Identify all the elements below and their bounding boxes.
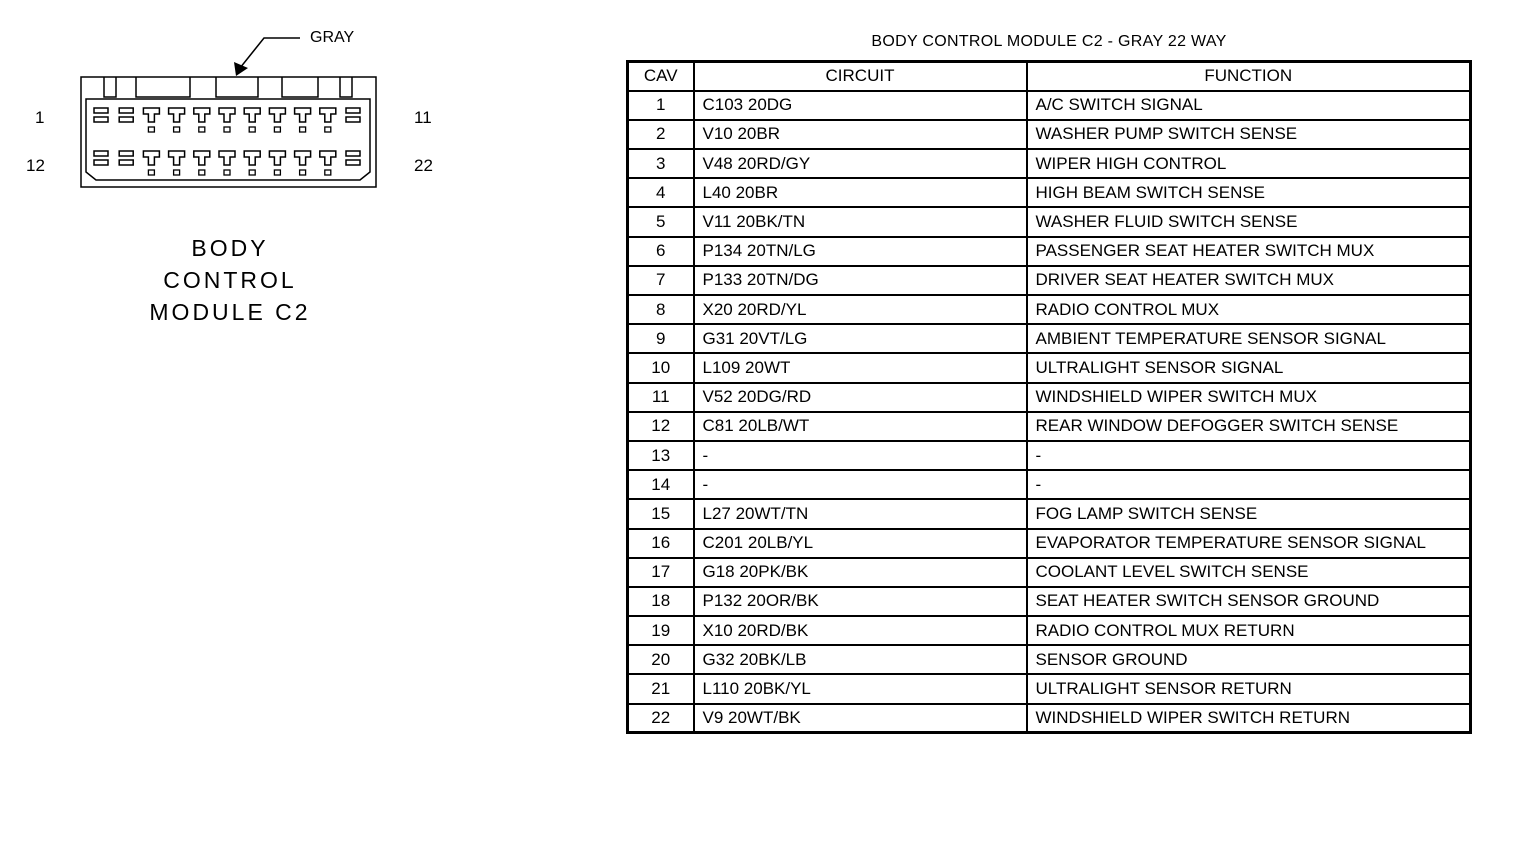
connector-cavity bbox=[169, 108, 185, 132]
cell-circuit: L110 20BK/YL bbox=[694, 674, 1027, 703]
cell-circuit: L27 20WT/TN bbox=[694, 499, 1027, 528]
cell-cav: 6 bbox=[628, 237, 694, 266]
cell-circuit: G31 20VT/LG bbox=[694, 324, 1027, 353]
cell-circuit: L40 20BR bbox=[694, 178, 1027, 207]
table-row bbox=[628, 295, 1471, 324]
cell-function: - bbox=[1027, 441, 1471, 470]
connector-cavity bbox=[94, 151, 108, 165]
cell-circuit: G32 20BK/LB bbox=[694, 645, 1027, 674]
cell-cav: 15 bbox=[628, 499, 694, 528]
connector-cavity bbox=[194, 108, 210, 132]
cavity-table bbox=[626, 60, 1472, 734]
connector-cavity bbox=[119, 151, 133, 165]
cell-function: FOG LAMP SWITCH SENSE bbox=[1027, 499, 1471, 528]
connector-cavity bbox=[295, 108, 311, 132]
cell-function: SEAT HEATER SWITCH SENSOR GROUND bbox=[1027, 587, 1471, 616]
cell-function: RADIO CONTROL MUX bbox=[1027, 295, 1471, 324]
connector-cavity bbox=[320, 108, 336, 132]
connector-cavity bbox=[219, 151, 235, 175]
cell-circuit: V10 20BR bbox=[694, 120, 1027, 149]
cell-function: PASSENGER SEAT HEATER SWITCH MUX bbox=[1027, 237, 1471, 266]
cell-function: WINDSHIELD WIPER SWITCH MUX bbox=[1027, 383, 1471, 412]
connector-cavity bbox=[346, 108, 360, 122]
table-header-row bbox=[628, 62, 1471, 91]
cell-circuit: C201 20LB/YL bbox=[694, 529, 1027, 558]
module-caption bbox=[140, 232, 320, 328]
table-row bbox=[628, 207, 1471, 236]
cell-function: WIPER HIGH CONTROL bbox=[1027, 149, 1471, 178]
caption-line-2: CONTROL bbox=[163, 267, 297, 293]
table-row bbox=[628, 674, 1471, 703]
table-title: BODY CONTROL MODULE C2 - GRAY 22 WAY bbox=[871, 33, 1227, 50]
table-row bbox=[628, 499, 1471, 528]
cell-function: A/C SWITCH SIGNAL bbox=[1027, 91, 1471, 120]
connector-cavity bbox=[244, 108, 260, 132]
cell-circuit: C103 20DG bbox=[694, 91, 1027, 120]
cell-circuit: P133 20TN/DG bbox=[694, 266, 1027, 295]
connector-cavity bbox=[295, 151, 311, 175]
pin-label-1: 1 bbox=[35, 108, 45, 127]
connector-cavity bbox=[219, 108, 235, 132]
cell-cav: 2 bbox=[628, 120, 694, 149]
table-body bbox=[628, 91, 1471, 733]
connector-cavity bbox=[320, 151, 336, 175]
table-row bbox=[628, 237, 1471, 266]
table-row bbox=[628, 558, 1471, 587]
cell-cav: 14 bbox=[628, 470, 694, 499]
cell-cav: 19 bbox=[628, 616, 694, 645]
cell-cav: 20 bbox=[628, 645, 694, 674]
cell-circuit: - bbox=[694, 470, 1027, 499]
cell-circuit: V48 20RD/GY bbox=[694, 149, 1027, 178]
connector-cavity bbox=[143, 151, 159, 175]
caption-line-3: MODULE C2 bbox=[149, 299, 311, 325]
connector-cavity bbox=[244, 151, 260, 175]
table-row bbox=[628, 441, 1471, 470]
cell-function: EVAPORATOR TEMPERATURE SENSOR SIGNAL bbox=[1027, 529, 1471, 558]
cell-cav: 16 bbox=[628, 529, 694, 558]
cell-cav: 7 bbox=[628, 266, 694, 295]
cell-circuit: X10 20RD/BK bbox=[694, 616, 1027, 645]
pin-label-11: 11 bbox=[414, 108, 432, 127]
cell-cav: 22 bbox=[628, 704, 694, 733]
table-row bbox=[628, 324, 1471, 353]
cell-circuit: P134 20TN/LG bbox=[694, 237, 1027, 266]
connector-diagram bbox=[0, 0, 600, 400]
cell-cav: 9 bbox=[628, 324, 694, 353]
cell-function: ULTRALIGHT SENSOR RETURN bbox=[1027, 674, 1471, 703]
table-row bbox=[628, 178, 1471, 207]
connector-drawing bbox=[0, 0, 600, 400]
cell-function: - bbox=[1027, 470, 1471, 499]
cell-cav: 10 bbox=[628, 353, 694, 382]
cell-cav: 18 bbox=[628, 587, 694, 616]
cell-circuit: G18 20PK/BK bbox=[694, 558, 1027, 587]
header-function: FUNCTION bbox=[1027, 62, 1471, 91]
cell-circuit: - bbox=[694, 441, 1027, 470]
connector-cavities bbox=[94, 108, 360, 175]
table-row bbox=[628, 383, 1471, 412]
table-row bbox=[628, 91, 1471, 120]
cell-cav: 5 bbox=[628, 207, 694, 236]
cell-circuit: X20 20RD/YL bbox=[694, 295, 1027, 324]
connector-cavity bbox=[119, 108, 133, 122]
table-row bbox=[628, 587, 1471, 616]
connector-cavity bbox=[143, 108, 159, 132]
cell-cav: 1 bbox=[628, 91, 694, 120]
connector-cavity bbox=[94, 108, 108, 122]
pin-label-12: 12 bbox=[26, 156, 45, 175]
cell-function: WINDSHIELD WIPER SWITCH RETURN bbox=[1027, 704, 1471, 733]
header-circuit: CIRCUIT bbox=[694, 62, 1027, 91]
cell-cav: 12 bbox=[628, 412, 694, 441]
cell-cav: 3 bbox=[628, 149, 694, 178]
header-cav: CAV bbox=[628, 62, 694, 91]
cell-circuit: P132 20OR/BK bbox=[694, 587, 1027, 616]
cell-cav: 8 bbox=[628, 295, 694, 324]
cell-circuit: L109 20WT bbox=[694, 353, 1027, 382]
cell-circuit: C81 20LB/WT bbox=[694, 412, 1027, 441]
cell-cav: 11 bbox=[628, 383, 694, 412]
table-row bbox=[628, 704, 1471, 733]
cell-function: HIGH BEAM SWITCH SENSE bbox=[1027, 178, 1471, 207]
cell-function: REAR WINDOW DEFOGGER SWITCH SENSE bbox=[1027, 412, 1471, 441]
cell-function: WASHER PUMP SWITCH SENSE bbox=[1027, 120, 1471, 149]
cell-function: SENSOR GROUND bbox=[1027, 645, 1471, 674]
connector-cavity bbox=[346, 151, 360, 165]
connector-cavity bbox=[269, 108, 285, 132]
cell-function: RADIO CONTROL MUX RETURN bbox=[1027, 616, 1471, 645]
table-row bbox=[628, 412, 1471, 441]
cell-circuit: V11 20BK/TN bbox=[694, 207, 1027, 236]
color-label: GRAY bbox=[310, 29, 355, 46]
table-row bbox=[628, 645, 1471, 674]
cell-function: AMBIENT TEMPERATURE SENSOR SIGNAL bbox=[1027, 324, 1471, 353]
connector-cavity bbox=[269, 151, 285, 175]
connector-cavity bbox=[169, 151, 185, 175]
cell-circuit: V9 20WT/BK bbox=[694, 704, 1027, 733]
connector-cavity bbox=[194, 151, 210, 175]
cell-cav: 4 bbox=[628, 178, 694, 207]
table-row bbox=[628, 529, 1471, 558]
table-row bbox=[628, 266, 1471, 295]
cell-cav: 17 bbox=[628, 558, 694, 587]
cell-function: WASHER FLUID SWITCH SENSE bbox=[1027, 207, 1471, 236]
cell-circuit: V52 20DG/RD bbox=[694, 383, 1027, 412]
cell-function: ULTRALIGHT SENSOR SIGNAL bbox=[1027, 353, 1471, 382]
cell-function: COOLANT LEVEL SWITCH SENSE bbox=[1027, 558, 1471, 587]
cell-cav: 21 bbox=[628, 674, 694, 703]
table-row bbox=[628, 120, 1471, 149]
pin-label-22: 22 bbox=[414, 156, 433, 175]
table-row bbox=[628, 616, 1471, 645]
table-row bbox=[628, 149, 1471, 178]
table-row bbox=[628, 353, 1471, 382]
caption-line-1: BODY bbox=[191, 235, 269, 261]
table-row bbox=[628, 470, 1471, 499]
cell-function: DRIVER SEAT HEATER SWITCH MUX bbox=[1027, 266, 1471, 295]
cell-cav: 13 bbox=[628, 441, 694, 470]
